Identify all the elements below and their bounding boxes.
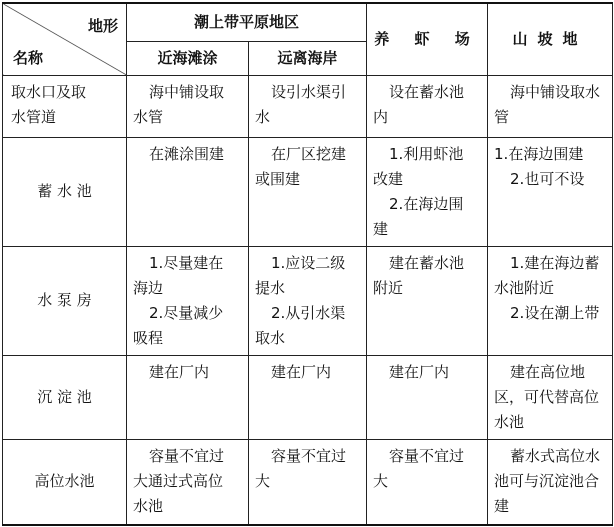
table-row [3,75,613,137]
cell-reservoir-shrimp: 1.利用虾池 改建 2.在海边围 建 [367,137,488,246]
table-row [3,439,613,525]
cell-elevated-nearshore: 容量不宜过 大通过式高位 水池 [127,439,249,525]
comparison-table [2,2,613,526]
header-plain-area: 潮上带平原地区 [127,3,367,41]
table-row [3,246,613,355]
header-shrimp-farm: 养 虾 场 [367,3,488,75]
header-name-label: 名称 [13,48,44,67]
cell-pump-far: 1.应设二级 提水 2.从引水渠 取水 [249,246,367,355]
cell-pump-hillside: 1.建在海边蓄 水池附近 2.设在潮上带 [488,246,613,355]
cell-settling-nearshore: 建在厂内 [127,355,249,439]
header-hillside: 山坡地 [488,3,613,75]
header-nearshore-flat: 近海滩涂 [127,41,249,75]
row-name-reservoir: 蓄 水 池 [3,137,127,246]
cell-intake-hillside: 海中铺设取水 管 [488,75,613,137]
cell-reservoir-hillside: 1.在海边围建 2.也可不设 [488,137,613,246]
cell-intake-shrimp: 设在蓄水池 内 [367,75,488,137]
header-terrain-label: 地形 [87,17,118,35]
row-name-intake: 取水口及取 水管道 [3,75,127,137]
table-row [3,355,613,439]
row-name-pump-house: 水 泵 房 [3,246,127,355]
cell-intake-far: 设引水渠引 水 [249,75,367,137]
header-far-from-coast: 远离海岸 [249,41,367,75]
cell-reservoir-far: 在厂区挖建 或围建 [249,137,367,246]
cell-settling-hillside: 建在高位地 区，可代替高位 水池 [488,355,613,439]
cell-reservoir-nearshore: 在滩涂围建 [127,137,249,246]
row-name-elevated-tank: 高位水池 [3,439,127,525]
row-name-settling-tank: 沉 淀 池 [3,355,127,439]
cell-elevated-shrimp: 容量不宜过 大 [367,439,488,525]
cell-settling-far: 建在厂内 [249,355,367,439]
cell-pump-nearshore: 1.尽量建在 海边 2.尽量减少 吸程 [127,246,249,355]
cell-pump-shrimp: 建在蓄水池 附近 [367,246,488,355]
cell-intake-nearshore: 海中铺设取 水管 [127,75,249,137]
diagonal-header-cell [3,3,127,75]
cell-settling-shrimp: 建在厂内 [367,355,488,439]
cell-elevated-hillside: 蓄水式高位水 池可与沉淀池合 建 [488,439,613,525]
table-row [3,137,613,246]
cell-elevated-far: 容量不宜过 大 [249,439,367,525]
